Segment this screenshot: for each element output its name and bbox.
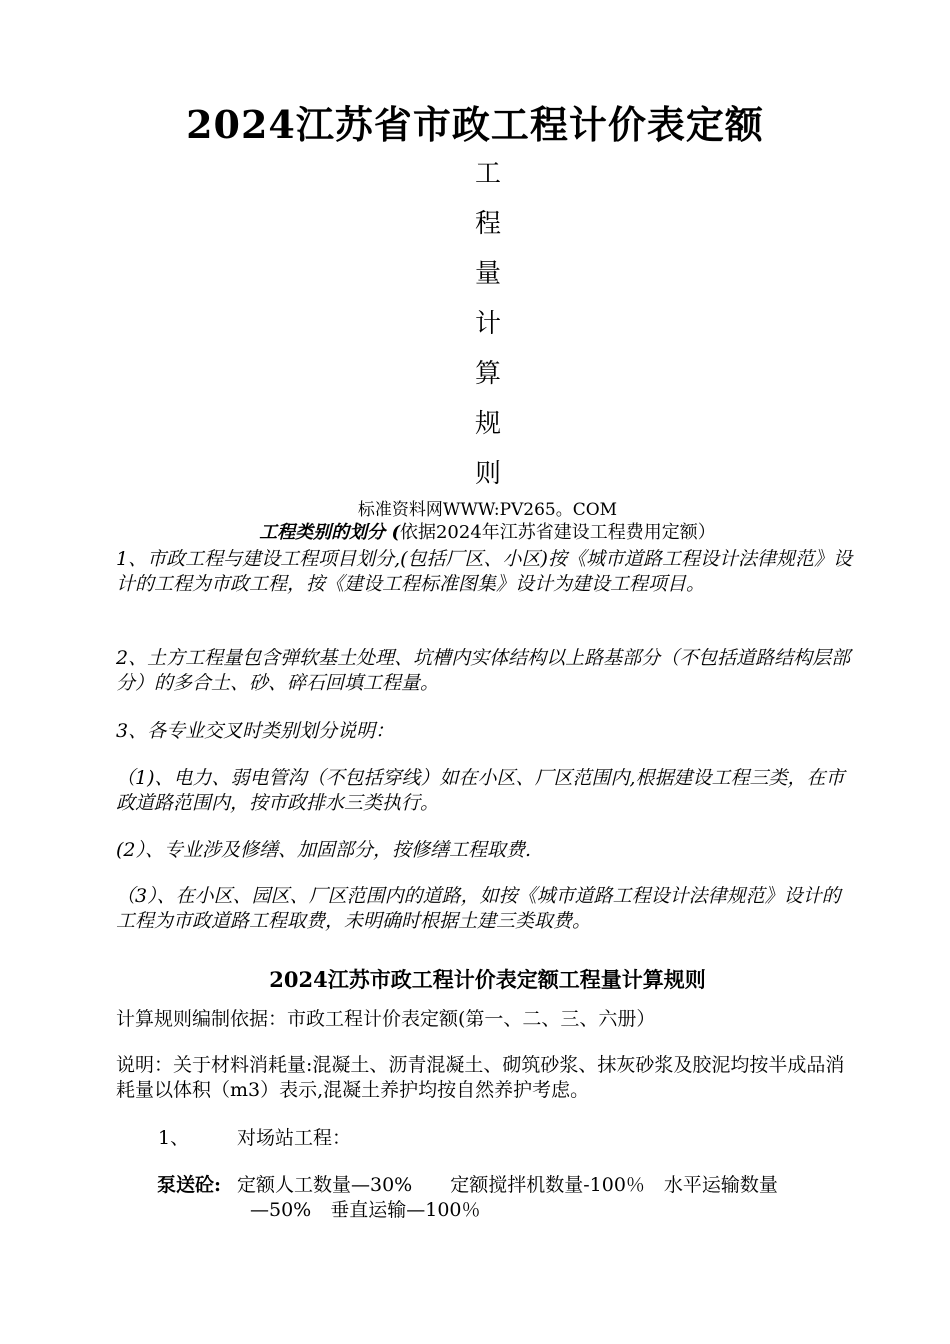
paragraph: 2、土方工程量包含弹软基土处理、坑槽内实体结构以上路基部分（不包括道路结构层部分）的多合土、砂、碎石回填工程量。 <box>116 647 851 694</box>
vertical-title-char: 量 <box>474 259 501 289</box>
paragraph: （3）、在小区、园区、厂区范围内的道路，如按《城市道路工程设计法律规范》设计的工程为市政道路工程取费，未明确时根据土建三类取费。 <box>116 885 841 932</box>
vertical-title-char: 则 <box>474 459 501 489</box>
section1-heading <box>0 521 950 545</box>
site-line: 标准资料网WWW:PV265。COM <box>357 500 618 520</box>
pump-line1: 定额人工数量—30% 定额搅拌机数量-100％ 水平运输数量 <box>237 1174 778 1196</box>
pump-line2: —50% 垂直运输—100％ <box>250 1199 481 1221</box>
paragraph: (2）、专业涉及修缮、加固部分，按修缮工程取费. <box>116 839 532 861</box>
basis-line: 计算规则编制依据：市政工程计价表定额(第一、二、三、六册） <box>116 1008 656 1030</box>
vertical-title-char: 程 <box>474 209 501 239</box>
pump-label: 泵送砼: <box>157 1174 222 1196</box>
section2-heading: 2024江苏市政工程计价表定额工程量计算规则 <box>269 967 706 992</box>
paragraph: 1、市政工程与建设工程项目划分,(包括厂区、小区)按《城市道路工程设计法律规范》设计的工程为市政工程，按《建设工程标准图集》设计为建设工程项目。 <box>116 548 852 595</box>
item1-number: 1、 <box>158 1127 190 1149</box>
paragraph: 3、各专业交叉时类别划分说明： <box>116 720 395 742</box>
vertical-title-char: 工 <box>474 159 501 189</box>
vertical-title-char: 规 <box>474 409 501 439</box>
item1-text: 对场站工程： <box>237 1127 352 1149</box>
note-paragraph: 说明：关于材料消耗量:混凝土、沥青混凝土、砌筑砂浆、抹灰砂浆及胶泥均按半成品消耗量以体积（m3）表示,混凝土养护均按自然养护考虑。 <box>116 1054 845 1101</box>
document-title: 2024江苏省市政工程计价表定额 <box>186 102 764 147</box>
paragraph: （1)、电力、弱电管沟（不包括穿线）如在小区、厂区范围内,根据建设工程三类，在市政道路范围内，按市政排水三类执行。 <box>116 767 845 814</box>
vertical-title-char: 计 <box>474 309 501 339</box>
vertical-title-char: 算 <box>474 359 501 389</box>
section1-heading-bold: 工程类别的划分 ( <box>259 522 400 543</box>
section1-heading-rest: 依据2024年江苏省建设工程费用定额） <box>399 522 716 543</box>
